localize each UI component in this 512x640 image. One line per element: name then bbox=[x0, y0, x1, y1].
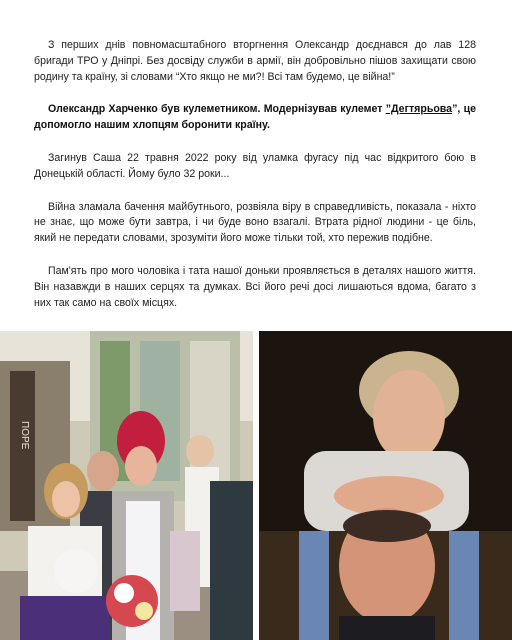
degtyarev-link[interactable]: ”Дегтярьова bbox=[385, 103, 453, 116]
article-text bbox=[34, 38, 476, 328]
father-daughter-photo bbox=[259, 331, 512, 640]
family-photo bbox=[0, 331, 253, 640]
machine-gunner-text: Олександр Харченко був кулеметником. Модернізував кулемет bbox=[48, 103, 386, 116]
machine-gunner-text-end: ”, це допомогло нашим хлопцям боронити країну. bbox=[34, 103, 476, 132]
paragraph-war: Війна зламала бачення майбутнього, розвіяла віру в справедливість, показала - ніхто не знає, що може бути завтра, і чи буде воно взагалі. Втрата рідної людини - це біль, який не передати словами, зрозуміти його може тільки той, хто пережив подібне. bbox=[34, 200, 476, 245]
paragraph-enlistment: З перших днів повномасштабного вторгнення Олександр доєднався до лав 128 бригади ТРО у Дніпрі. Без досвіду служби в армії, він добровільно пішов захищати свою родину та країну, зі словами “Хто якщо не ми?! Всі там будемо, це війна!” bbox=[34, 39, 476, 83]
paragraph-death: Загинув Саша 22 травня 2022 року від уламка фугасу під час відкритого бою в Донецькій області. Йому було 32 роки... bbox=[34, 151, 476, 180]
paragraph-memory: Пам'ять про мого чоловіка і тата нашої доньки проявляється в деталях нашого життя. Він назавжди в наших серцях та думках. Всі його речі досі лишаються вдома, багато з них так само на своїх місцях. bbox=[34, 264, 476, 309]
paragraph-machine-gunner bbox=[34, 102, 476, 134]
store-sign: ПОРЕ bbox=[19, 421, 30, 450]
